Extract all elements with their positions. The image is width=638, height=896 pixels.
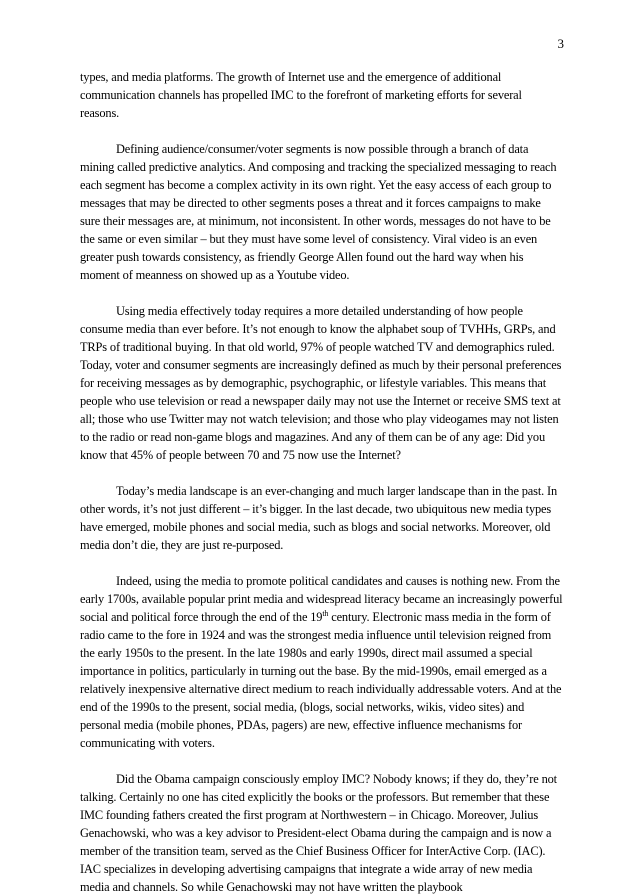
paragraph-5 bbox=[80, 572, 563, 752]
document-body bbox=[80, 68, 563, 896]
paragraph-5-text-after: century. Electronic mass media in the form of radio came to the fore in 1924 and was the strongest media influence until television reigned from the early 1950s to the present. In the late 1980s and early 1990s, direct mail assumed a special importance in politics, particularly in turning out the base. By the mid-1990s, email emerged as a relatively inexpensive alternative direct medium to reach individually addressable voters. And at the end of the 1990s to the present, social media, (blogs, social networks, wikis, video sites) and personal media (mobile phones, PDAs, pagers) are new, effective influence mechanisms for communicating with voters. bbox=[80, 610, 562, 750]
paragraph-3: Using media effectively today requires a more detailed understanding of how people consume media than ever before. It’s not enough to know the alphabet soup of TVHHs, GRPs, and TRPs of traditional buying. In that old world, 97% of people watched TV and demographics ruled. Today, voter and consumer segments are increasingly defined as much by their personal preferences for receiving messages as by demographic, psychographic, or lifestyle variables. This means that people who use television or read a newspaper daily may not use the Internet or receive SMS text at all; those who use Twitter may not watch television; and those who play videogames may not listen to the radio or read non-game blogs and magazines. And any of them can be of any age: Did you know that 45% of people between 70 and 75 now use the Internet? bbox=[80, 304, 562, 462]
ordinal-superscript: th bbox=[322, 608, 329, 618]
paragraph-2: Defining audience/consumer/voter segments is now possible through a branch of data mining called predictive analytics. And composing and tracking the specialized messaging to reach each segment has become a complex activity in its own right. Yet the easy access of each group to messages that may be directed to other segments poses a threat and it forces campaigns to make sure their messages are, at minimum, not inconsistent. In other words, messages do not have to be the same or even similar – but they must have some level of consistency. Viral video is an even greater push towards consistency, as friendly George Allen found out the hard way when his moment of meanness on showed up as a Youtube video. bbox=[80, 142, 557, 282]
paragraph-5-text-before: Indeed, using the media to promote political candidates and causes is nothing new. From the early 1700s, available popular print media and widespread literacy became an increasingly powerful social and political force through the end of the 19 bbox=[80, 574, 563, 624]
paragraph-4: Today’s media landscape is an ever-changing and much larger landscape than in the past. In other words, it’s not just different – it’s bigger. In the last decade, two ubiquitous new media types have emerged, mobile phones and social media, such as blogs and social networks. Moreover, old media don’t die, they are just re-purposed. bbox=[80, 484, 558, 552]
page-number: 3 bbox=[557, 36, 564, 51]
paragraph-6: Did the Obama campaign consciously employ IMC? Nobody knows; if they do, they’re not talking. Certainly no one has cited explicitly the books or the professors. But remember that these IMC founding fathers created the first program at Northwestern – in Chicago. Moreover, Julius Genachowski, who was a key advisor to President-elect Obama during the campaign and is now a member of the transition team, served as the Chief Business Officer for InterActive Corp. (IAC). IAC specializes in developing advertising campaigns that integrate a wide array of new media media and channels. So while Genachowski may not have written the playbook bbox=[80, 772, 557, 894]
paragraph-1: types, and media platforms. The growth of Internet use and the emergence of additional communication channels has propelled IMC to the forefront of marketing efforts for several reasons. bbox=[80, 70, 522, 120]
